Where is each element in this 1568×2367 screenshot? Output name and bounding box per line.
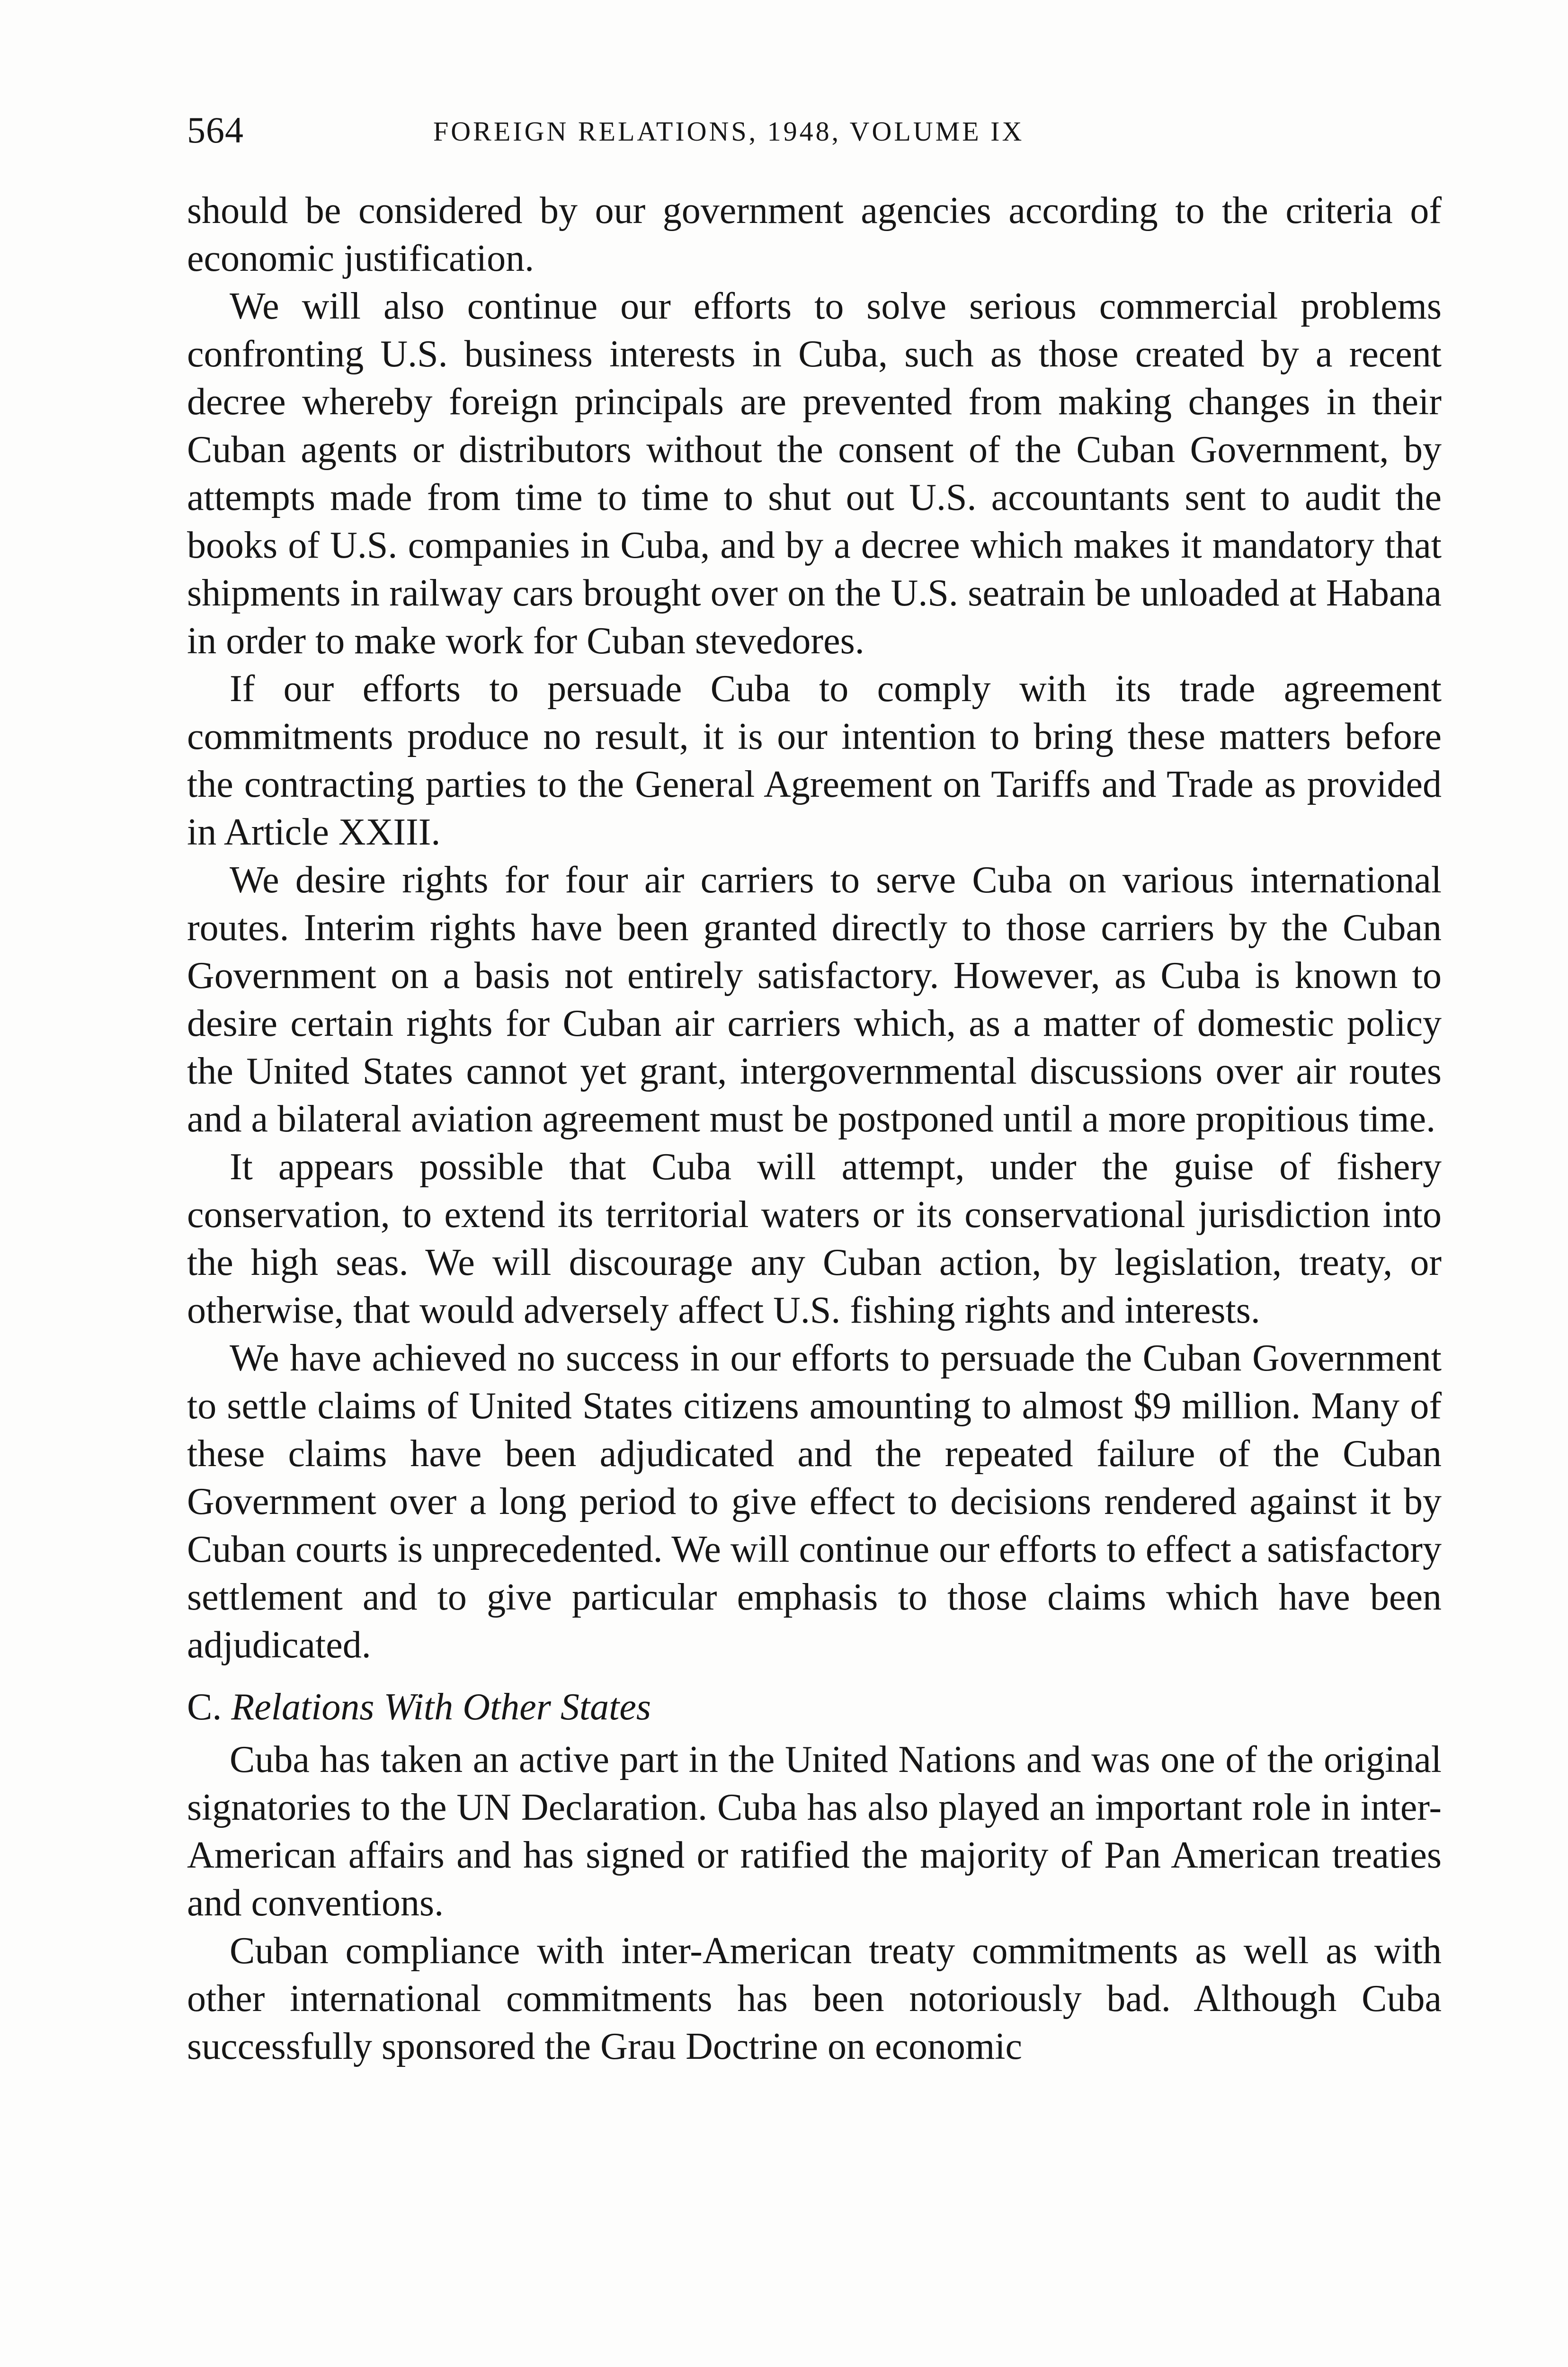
body-text: [187, 187, 1442, 2071]
page-number: 564: [187, 109, 244, 151]
section-heading: [187, 1683, 1442, 1731]
paragraph-commercial-problems: We will also continue our efforts to solve serious commercial problems confronting U.S. business interests in Cuba, such as those created by a recent decree whereby foreign principals are prevented from making changes in their Cuban agents or distributors without the consent of the Cuban Government, by attempts made from time to time to shut out U.S. accountants sent to audit the books of U.S. companies in Cuba, and by a decree which makes it mandatory that shipments in railway cars brought over on the U.S. seatrain be unloaded at Habana in order to make work for Cuban stevedores.: [187, 285, 1442, 662]
paragraph-claims: We have achieved no success in our efforts to persuade the Cuban Government to settle claims of United States citizens amounting to almost $9 million. Many of these claims have been adjudicated and the repeated failure of the Cuban Government over a long period to give effect to decisions rendered against it by Cuban courts is unprecedented. We will continue our efforts to effect a satisfactory settlement and to give particular emphasis to those claims which have been adjudicated.: [187, 1337, 1442, 1666]
paragraph-trade-agreement: If our efforts to persuade Cuba to comply with its trade agreement commitments produce no result, it is our intention to bring these matters before the contracting parties to the General Agreement on Tariffs and Trade as provided in Article XXIII.: [187, 668, 1442, 853]
paragraph-compliance: Cuban compliance with inter-American treaty commitments as well as with other international commitments has been notoriously bad. Although Cuba successfully sponsored the Grau Doctrine on economic: [187, 1930, 1442, 2067]
running-header: [187, 104, 1437, 161]
paragraph-united-nations: Cuba has taken an active part in the United Nations and was one of the original signatories to the UN Declaration. Cuba has also played an important role in inter-American affairs and has signed or ratified the majority of Pan American treaties and conventions.: [187, 1739, 1442, 1924]
paragraph-continuation: should be considered by our government agencies according to the criteria of economic justification.: [187, 190, 1442, 279]
paragraph-fishery: It appears possible that Cuba will attempt, under the guise of fishery conservation, to extend its territorial waters or its conservational jurisdiction into the high seas. We will discourage any Cuban action, by legislation, treaty, or otherwise, that would adversely affect U.S. fishing rights and interests.: [187, 1146, 1442, 1331]
paragraph-air-carriers: We desire rights for four air carriers to serve Cuba on various international routes. Interim rights have been granted directly to those carriers by the Cuban Government on a basis not entirely satisfactory. However, as Cuba is known to desire certain rights for Cuban air carriers which, as a matter of domestic policy the United States cannot yet grant, intergovernmental discussions over air routes and a bilateral aviation agreement must be postponed until a more propitious time.: [187, 859, 1442, 1140]
section-letter: C.: [187, 1686, 222, 1728]
section-title: Relations With Other States: [231, 1686, 651, 1728]
running-title: FOREIGN RELATIONS, 1948, VOLUME IX: [433, 116, 1025, 147]
